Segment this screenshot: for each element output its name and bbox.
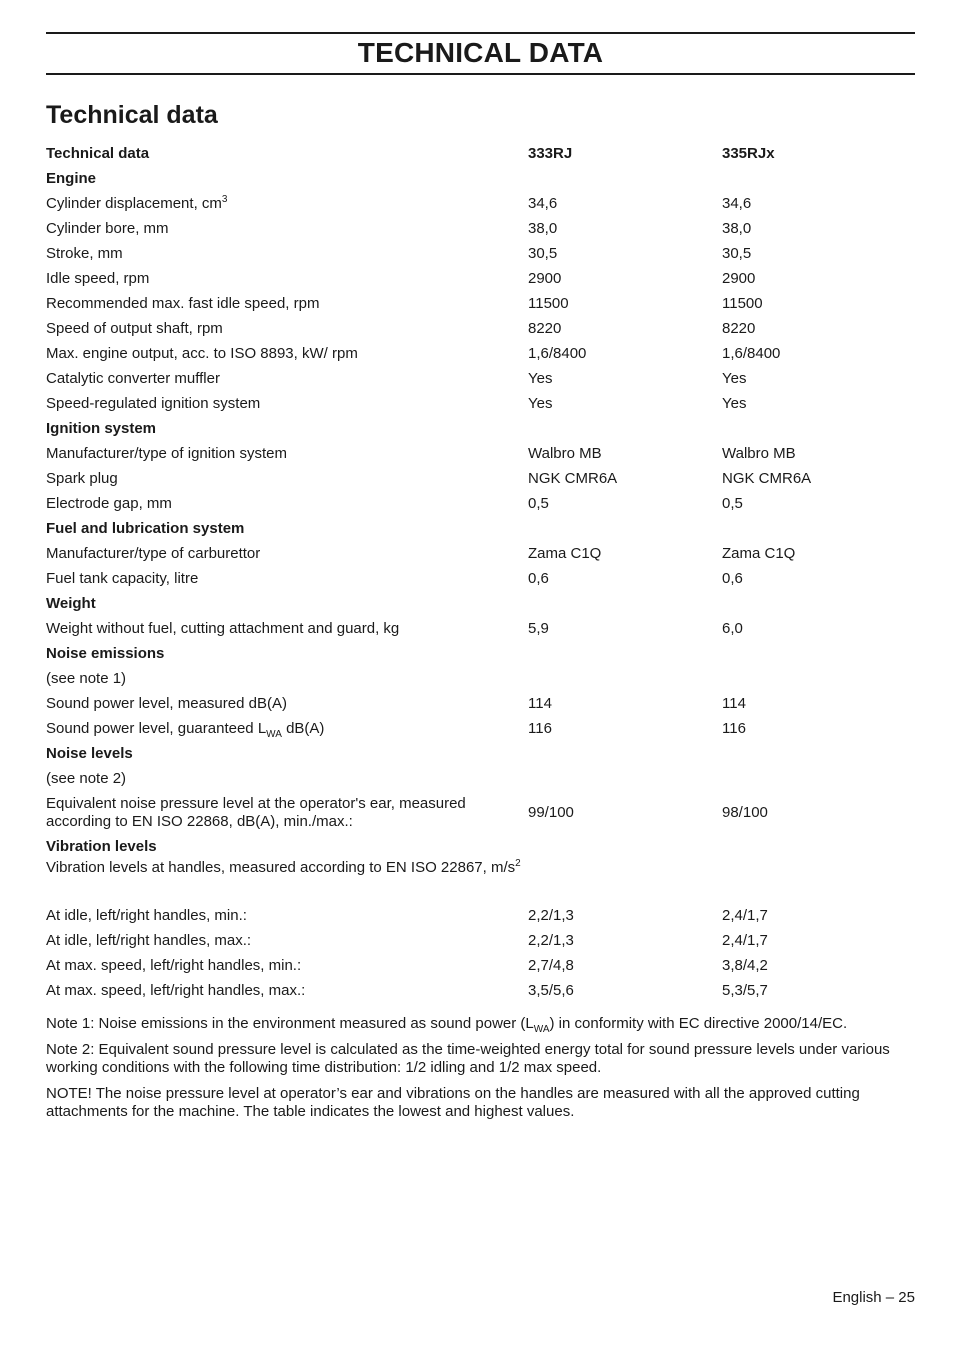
section-title: Technical data [46,101,218,129]
row-label: Sound power level, measured dB(A) [46,694,287,712]
row-label: Stroke, mm [46,244,123,262]
table-row [46,266,915,291]
table-row [46,466,915,491]
table-row [46,341,915,366]
value-333rj: 38,0 [528,219,558,237]
value-335rjx: 30,5 [722,244,752,262]
row-label [46,195,528,213]
column-header-label: Technical data [46,144,150,162]
value-335rjx: 2,4/1,7 [722,931,768,949]
table-row [46,716,915,741]
row-label: Equivalent noise pressure level at the operator's ear, measured according to EN ISO 22868, dB(A), min./max.: [46,794,466,830]
row-label: Manufacturer/type of carburettor [46,544,261,562]
group-heading-label: Noise levels [46,744,133,762]
table-row [46,216,915,241]
value-333rj: 3,5/5,6 [528,981,574,999]
table-row [46,978,915,1003]
notes-section [46,1015,915,1129]
row-label-text: Cylinder displacement, cm [46,194,222,212]
note-reference: (see note 1) [46,669,127,687]
table-row [46,191,915,216]
table-row [46,903,915,928]
header-bottom-rule [46,73,915,75]
value-333rj: 99/100 [528,803,574,821]
value-335rjx: 8220 [722,319,756,337]
value-335rjx: 5,3/5,7 [722,981,768,999]
note-reference-row [46,666,915,691]
row-label: Weight without fuel, cutting attachment and guard, kg [46,619,400,637]
note-reference: (see note 2) [46,769,127,787]
header-top-rule [46,32,915,34]
column-header-335rjx: 335RJx [722,144,775,162]
table-row [46,241,915,266]
value-335rjx: 114 [722,694,746,712]
row-label: Fuel tank capacity, litre [46,569,199,587]
value-335rjx: 0,5 [722,494,743,512]
table-row [46,791,915,834]
value-333rj: Walbro MB [528,444,602,462]
row-label [46,720,528,738]
table-row [46,691,915,716]
row-label: Cylinder bore, mm [46,219,169,237]
value-335rjx: 34,6 [722,194,752,212]
row-label: Manufacturer/type of ignition system [46,444,287,462]
group-heading-vibration [46,834,915,859]
row-label: Recommended max. fast idle speed, rpm [46,294,320,312]
note-1-text: Note 1: Noise emissions in the environment measured as sound power (L [46,1015,534,1032]
value-333rj: 116 [528,719,552,737]
value-333rj: 8220 [528,319,562,337]
value-333rj: 1,6/8400 [528,344,587,362]
group-heading-noise-levels [46,741,915,766]
column-header-333rj: 333RJ [528,144,573,162]
row-label: Max. engine output, acc. to ISO 8893, kW/ rpm [46,344,358,362]
table-row [46,291,915,316]
value-335rjx: 38,0 [722,219,752,237]
superscript: 3 [221,193,228,205]
value-333rj: 5,9 [528,619,549,637]
table-header-row [46,141,915,166]
group-heading-fuel [46,516,915,541]
value-333rj: 30,5 [528,244,558,262]
row-label: At max. speed, left/right handles, min.: [46,956,302,974]
value-335rjx: Yes [722,394,747,412]
note-reference-row [46,766,915,791]
table-row [46,391,915,416]
row-label: At max. speed, left/right handles, max.: [46,981,306,999]
row-label-text: Sound power level, guaranteed L [46,719,267,737]
value-335rjx: 11500 [722,294,763,312]
table-row [46,441,915,466]
table-row [46,566,915,591]
value-333rj: 114 [528,694,552,712]
value-333rj: 2900 [528,269,562,287]
note-3: NOTE! The noise pressure level at operator’s ear and vibrations on the handles are measured with all the approved cutting attachments for the machine. The table indicates the lowest and highest values. [46,1085,860,1120]
row-label-text-suffix: dB(A) [281,719,325,737]
row-label: Speed-regulated ignition system [46,394,261,412]
value-333rj: 34,6 [528,194,558,212]
value-335rjx: 2900 [722,269,756,287]
group-heading-label: Engine [46,169,97,187]
value-335rjx: Yes [722,369,747,387]
row-label: Idle speed, rpm [46,269,150,287]
row-label: Spark plug [46,469,118,487]
group-heading-label: Ignition system [46,419,157,437]
value-335rjx: 0,6 [722,569,743,587]
value-335rjx: Zama C1Q [722,544,796,562]
group-heading-label: Fuel and lubrication system [46,519,245,537]
value-333rj: Zama C1Q [528,544,602,562]
note-1-text-suffix: ) in conformity with EC directive 2000/14/EC. [549,1015,848,1032]
note-2: Note 2: Equivalent sound pressure level is calculated as the time-weighted energy total for sound pressure levels under various working conditions with the following time distribution: 1/2 idling and 1/2 max speed. [46,1041,890,1076]
value-335rjx: 98/100 [722,803,768,821]
table-row [46,366,915,391]
table-row [46,316,915,341]
group-heading-label: Vibration levels [46,837,157,855]
note-1 [46,1015,915,1033]
page-footer: English – 25 [832,1289,915,1306]
table-row [46,541,915,566]
group-heading-engine [46,166,915,191]
value-333rj: NGK CMR6A [528,469,618,487]
value-333rj: 2,7/4,8 [528,956,574,974]
value-335rjx: Walbro MB [722,444,796,462]
value-333rj: 11500 [528,294,569,312]
table-row [46,859,915,903]
table-row [46,616,915,641]
value-333rj: 0,6 [528,569,549,587]
table-row [46,491,915,516]
value-333rj: Yes [528,394,553,412]
value-333rj: 2,2/1,3 [528,906,574,924]
value-335rjx: 116 [722,719,746,737]
superscript: 2 [515,858,521,869]
value-333rj: 0,5 [528,494,549,512]
row-label: Catalytic converter muffler [46,369,220,387]
row-label: Electrode gap, mm [46,494,172,512]
group-heading-weight [46,591,915,616]
row-label-text: Vibration levels at handles, measured according to EN ISO 22867, m/s [46,859,516,876]
value-333rj: 2,2/1,3 [528,931,574,949]
value-335rjx: 1,6/8400 [722,344,781,362]
value-335rjx: NGK CMR6A [722,469,812,487]
row-label [46,859,528,877]
group-heading-label: Weight [46,594,96,612]
row-label: At idle, left/right handles, max.: [46,931,252,949]
row-label: At idle, left/right handles, min.: [46,906,247,924]
table-row [46,953,915,978]
page-header-title: TECHNICAL DATA [357,37,604,68]
technical-data-table [46,141,915,1003]
value-335rjx: 6,0 [722,619,743,637]
table-row [46,928,915,953]
value-335rjx: 3,8/4,2 [722,956,768,974]
group-heading-label: Noise emissions [46,644,165,662]
subscript: WA [266,728,282,740]
value-335rjx: 2,4/1,7 [722,906,768,924]
value-333rj: Yes [528,369,553,387]
row-label: Speed of output shaft, rpm [46,319,223,337]
group-heading-ignition [46,416,915,441]
group-heading-noise-emissions [46,641,915,666]
subscript: WA [533,1024,550,1035]
